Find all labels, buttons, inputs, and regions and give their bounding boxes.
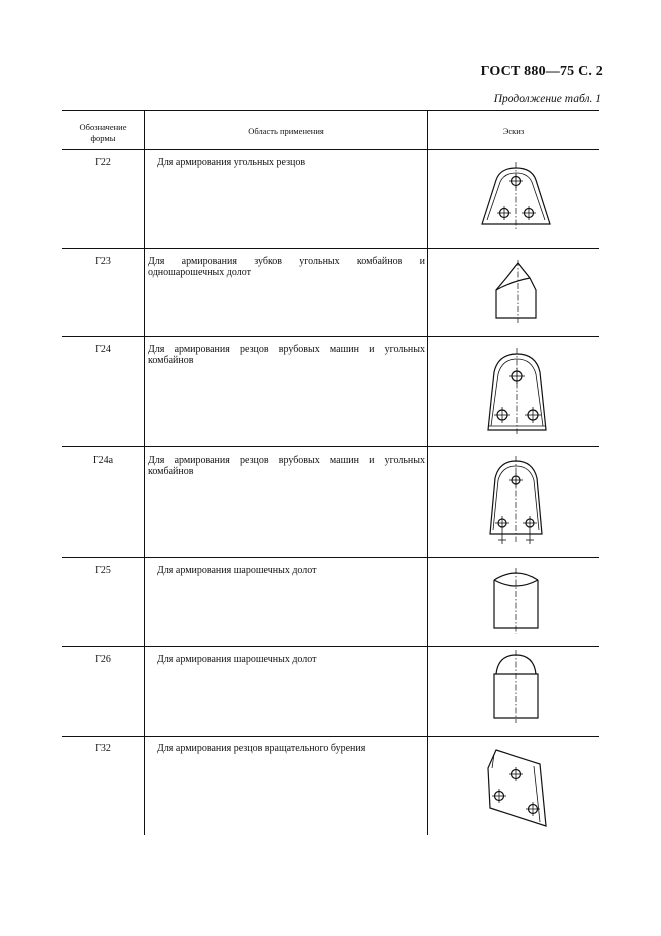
form-code: Г25: [95, 565, 111, 576]
row-divider: [62, 336, 599, 337]
row-divider: [62, 736, 599, 737]
purpose-text: Для армирования угольных резцов: [157, 157, 306, 168]
column-divider: [427, 110, 428, 835]
column-header-purpose: Область применения: [248, 126, 324, 136]
form-code: Г24: [95, 344, 111, 355]
purpose-text: Для армирования резцов врубовых машин и угольных комбайнов: [148, 344, 425, 366]
column-header-code: Обозначение формы: [79, 122, 127, 143]
purpose-text: Для армирования шарошечных долот: [157, 654, 317, 665]
form-code: Г26: [95, 654, 111, 665]
column-divider: [144, 110, 145, 835]
row-divider: [62, 446, 599, 447]
purpose-text: Для армирования шарошечных долот: [157, 565, 317, 576]
rounded-plate-three-holes-icon: [480, 458, 560, 548]
form-code: Г24а: [92, 455, 114, 466]
tilted-plate-three-holes-icon: [482, 744, 556, 830]
rounded-plate-three-holes-icon: [480, 350, 560, 434]
pointed-tip-icon: [488, 260, 548, 324]
row-divider: [62, 557, 599, 558]
table-continuation-label: Продолжение табл. 1: [493, 93, 601, 105]
purpose-text: Для армирования зубков угольных комбайнов и одношарошечных долот: [148, 256, 425, 278]
table-top-rule: [62, 110, 599, 111]
table-header-rule: [62, 149, 599, 150]
row-divider: [62, 646, 599, 647]
form-code: Г23: [95, 256, 111, 267]
form-code: Г32: [95, 743, 111, 754]
dome-insert-icon: [488, 650, 548, 724]
column-header-sketch: Эскиз: [502, 126, 525, 136]
cylinder-insert-icon: [488, 566, 548, 634]
rounded-plate-three-holes-icon: [478, 164, 558, 234]
purpose-text: Для армирования резцов врубовых машин и угольных комбайнов: [148, 455, 425, 477]
row-divider: [62, 248, 599, 249]
purpose-text: Для армирования резцов вращательного бурения: [157, 743, 366, 754]
form-code: Г22: [95, 157, 111, 168]
document-title: ГОСТ 880—75 С. 2: [480, 64, 603, 79]
